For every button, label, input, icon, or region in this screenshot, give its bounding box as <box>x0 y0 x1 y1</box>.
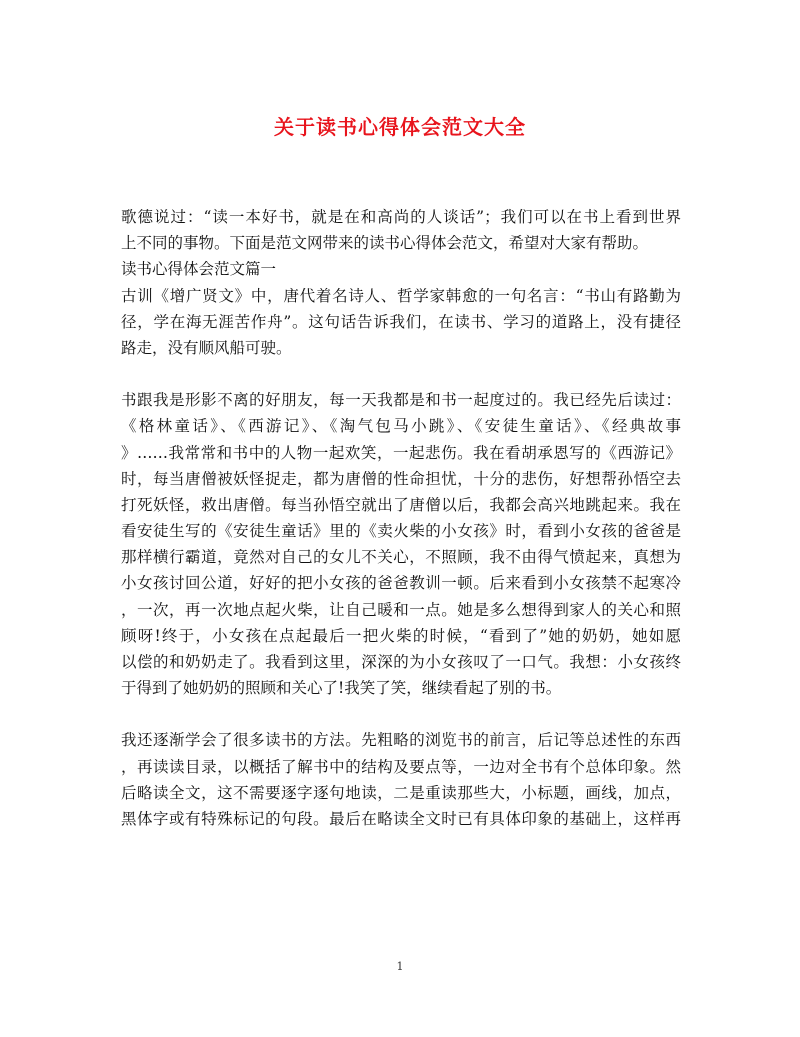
page-number: 1 <box>396 960 404 973</box>
text-line: 我还逐渐学会了很多读书的方法。先粗略的浏览书的前言，后记等总述性的东西 <box>121 731 681 750</box>
text-line: 径，学在海无涯苦作舟”。这句话告诉我们，在读书、学习的道路上，没有捷径 <box>121 312 681 331</box>
text-line: ，再读读目录，以概括了解书中的结构及要点等，一边对全书有个总体印象。然 <box>121 757 681 776</box>
text-line: 歌德说过：“读一本好书，就是在和高尚的人谈话”；我们可以在书上看到世界 <box>121 208 681 226</box>
text-line: 顾呀!终于，小女孩在点起最后一把火柴的时候，“看到了”她的奶奶，她如愿 <box>121 626 681 645</box>
text-line: 那样横行霸道，竟然对自己的女儿不关心，不照顾，我不由得气愤起来，真想为 <box>121 548 681 567</box>
paragraph-3 <box>121 727 681 832</box>
text-line: 上不同的事物。下面是范文网带来的读书心得体会范文，希望对大家有帮助。 <box>121 234 649 253</box>
document-body <box>121 204 681 832</box>
document-title: 关于读书心得体会范文大全 <box>274 115 526 139</box>
text-line: 《格林童话》、《西游记》、《淘气包马小跳》、《安徒生童话》、《经典故事 <box>121 417 681 436</box>
text-line: 黑体字或有特殊标记的句段。最后在略读全文时已有具体印象的基础上，这样再 <box>121 809 681 828</box>
text-line: 路走，没有顺风船可驶。 <box>121 338 292 357</box>
paragraph-2 <box>121 387 681 701</box>
paragraph-1 <box>121 283 681 362</box>
text-line: 打死妖怪，救出唐僧。每当孙悟空就出了唐僧以后，我都会高兴地跳起来。我在 <box>121 495 681 514</box>
text-line: 于得到了她奶奶的照顾和关心了!我笑了笑，继续看起了别的书。 <box>121 679 562 698</box>
text-line: 看安徒生写的《安徒生童话》里的《卖火柴的小女孩》时，看到小女孩的爸爸是 <box>121 522 681 541</box>
text-line: 古训《增广贤文》中，唐代着名诗人、哲学家韩愈的一句名言：“书山有路勤为 <box>121 286 681 305</box>
text-line: ，一次，再一次地点起火柴，让自己暖和一点。她是多么想得到家人的关心和照 <box>121 600 681 619</box>
text-line: 以偿的和奶奶走了。我看到这里，深深的为小女孩叹了一口气。我想：小女孩终 <box>121 653 681 671</box>
text-line: 小女孩讨回公道，好好的把小女孩的爸爸教训一顿。后来看到小女孩禁不起寒冷 <box>121 574 681 593</box>
paragraph-gap <box>121 701 681 727</box>
intro-paragraph <box>121 204 681 256</box>
paragraph-gap <box>121 361 681 387</box>
text-line: 时，每当唐僧被妖怪捉走，都为唐僧的性命担忧，十分的悲伤，好想帮孙悟空去 <box>121 469 681 488</box>
text-line: 后略读全文，这不需要逐字逐句地读，二是重读那些大，小标题，画线，加点， <box>121 783 681 802</box>
text-line: 》……我常常和书中的人物一起欢笑，一起悲伤。我在看胡承恩写的《西游记》 <box>121 443 681 462</box>
text-line: 书跟我是形影不离的好朋友，每一天我都是和书一起度过的。我已经先后读过： <box>121 391 681 410</box>
section-heading: 读书心得体会范文篇一 <box>121 260 277 279</box>
